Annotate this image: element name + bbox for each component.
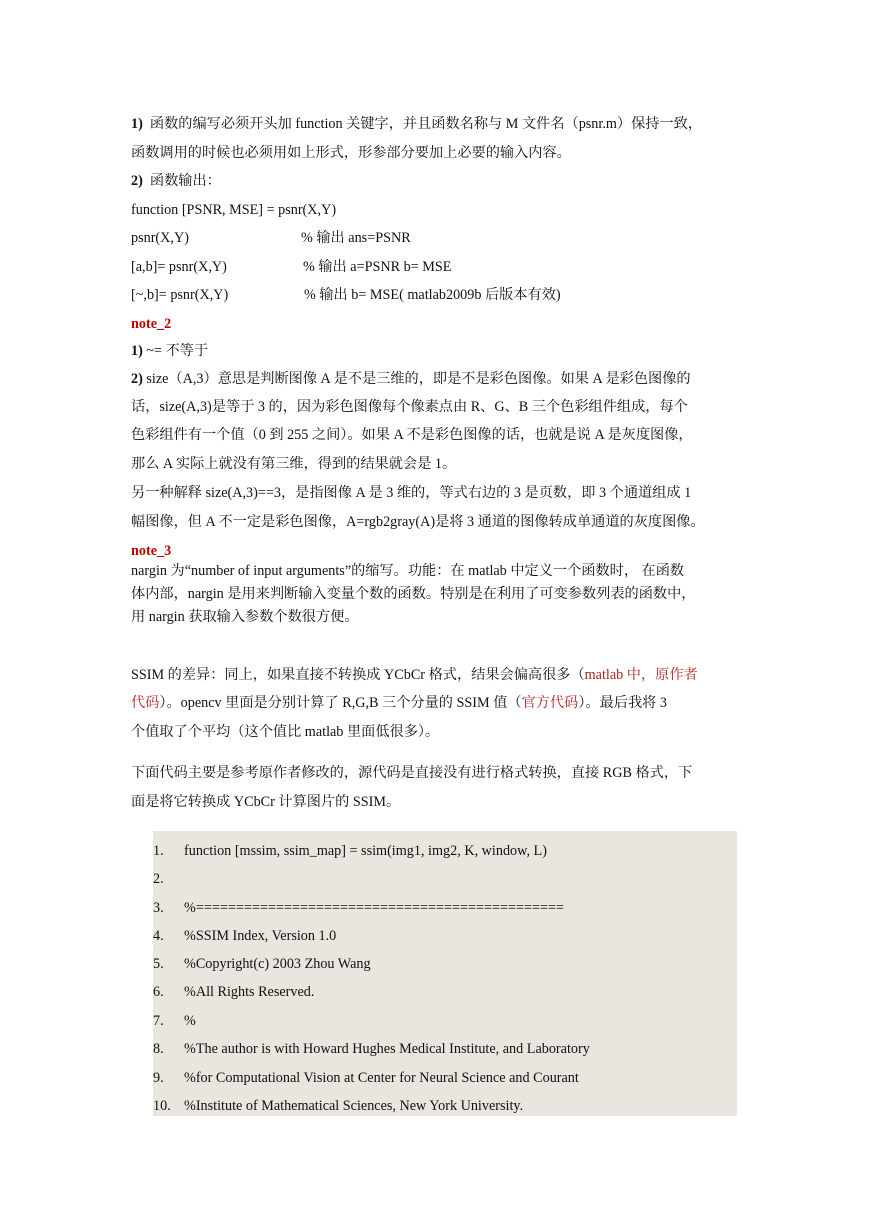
matlab-original-code-link[interactable]: matlab 中，原作者 bbox=[584, 667, 698, 683]
ssim-para-line1 bbox=[131, 666, 698, 684]
code-line bbox=[153, 954, 737, 974]
line-number: 4. bbox=[153, 928, 164, 944]
note-2-heading: note_2 bbox=[131, 316, 172, 332]
code-line bbox=[153, 869, 737, 889]
ssim-text: ）。最后我将 3 bbox=[578, 695, 668, 711]
code-line bbox=[153, 1096, 737, 1116]
note-2-item-2-line3: 色彩组件有一个值（0 到 255 之间）。如果 A 不是彩色图像的话，也就是说 A 是灰度图像， bbox=[131, 427, 693, 443]
call-comment: % 输出 b= MSE( matlab2009b 后版本有效) bbox=[304, 287, 561, 303]
para-function-rule-line1 bbox=[131, 115, 702, 133]
note-3-line2: 体内部，nargin 是用来判断输入变量个数的函数。特别是在利用了可变参数列表的函数中， bbox=[131, 586, 696, 602]
code-text: %All Rights Reserved. bbox=[184, 984, 315, 1000]
code-line bbox=[153, 898, 737, 918]
list-text: size（A,3）意思是判断图像 A 是不是三维的，即是不是彩色图像。如果 A 是彩色图像的 bbox=[146, 371, 691, 387]
note-2-item-2-line2: 话，size(A,3)是等于 3 的，因为彩色图像每个像素点由 R、G、B 三个色彩组件组成，每个 bbox=[131, 399, 688, 415]
note-2-item-2-line1 bbox=[131, 370, 691, 388]
code-line bbox=[153, 926, 737, 946]
code-text: %Institute of Mathematical Sciences, New York University. bbox=[184, 1098, 524, 1114]
code-text: %Copyright(c) 2003 Zhou Wang bbox=[184, 956, 371, 972]
note-2-item-1 bbox=[131, 342, 208, 360]
list-text: 函数的编写必须开头加 function 关键字，并且函数名称与 M 文件名（psnr.m）保持一致， bbox=[149, 116, 703, 132]
para-function-output bbox=[131, 172, 221, 190]
code-text: %for Computational Vision at Center for Neural Science and Courant bbox=[184, 1070, 579, 1086]
line-number: 10. bbox=[153, 1098, 171, 1114]
note-3-heading: note_3 bbox=[131, 543, 172, 559]
line-number: 3. bbox=[153, 900, 164, 916]
note-2-alt-line1: 另一种解释 size(A,3)==3，是指图像 A 是 3 维的，等式右边的 3 是页数，即 3 个通道组成 1 bbox=[131, 485, 692, 501]
code-text: %The author is with Howard Hughes Medical Institute, and Laboratory bbox=[184, 1041, 590, 1057]
matlab-original-code-link-cont[interactable]: 代码 bbox=[131, 695, 160, 711]
code-line bbox=[153, 841, 737, 861]
list-text: 函数输出： bbox=[149, 173, 221, 189]
note-2-alt-line2: 幅图像，但 A 不一定是彩色图像，A=rgb2gray(A)是将 3 通道的图像转成单通道的灰度图像。 bbox=[131, 514, 705, 530]
call-code: [a,b]= psnr(X,Y) bbox=[131, 259, 227, 275]
line-number: 8. bbox=[153, 1041, 164, 1057]
call-line bbox=[131, 286, 561, 304]
para-function-rule-line2: 函数调用的时候也必须用如上形式，形参部分要加上必要的输入内容。 bbox=[131, 145, 571, 161]
ssim-para-line3: 个值取了个平均（这个值比 matlab 里面低很多）。 bbox=[131, 724, 440, 740]
line-number: 2. bbox=[153, 871, 164, 887]
code-block bbox=[153, 831, 737, 1116]
line-number: 5. bbox=[153, 956, 164, 972]
call-comment: % 输出 a=PSNR b= MSE bbox=[303, 259, 452, 275]
code-text: %============================================== bbox=[184, 900, 564, 916]
call-code: [~,b]= psnr(X,Y) bbox=[131, 287, 229, 303]
list-number: 2) bbox=[131, 371, 143, 387]
call-line bbox=[131, 258, 452, 276]
call-line bbox=[131, 229, 411, 247]
note-3-line1: nargin 为“number of input arguments”的缩写。功能：在 matlab 中定义一个函数时， 在函数 bbox=[131, 563, 685, 579]
line-number: 7. bbox=[153, 1013, 164, 1029]
list-number: 2) bbox=[131, 173, 143, 189]
call-comment: % 输出 ans=PSNR bbox=[301, 230, 411, 246]
official-code-link[interactable]: 官方代码 bbox=[521, 695, 579, 711]
code-line bbox=[153, 1039, 737, 1059]
ssim-text: ）。opencv 里面是分别计算了 R,G,B 三个分量的 SSIM 值（ bbox=[159, 695, 522, 711]
ssim-text: SSIM 的差异：同上，如果直接不转换成 YCbCr 格式，结果会偏高很多（ bbox=[131, 667, 585, 683]
note-2-item-2-line4: 那么 A 实际上就没有第三维，得到的结果就会是 1。 bbox=[131, 456, 457, 472]
note-3-line3: 用 nargin 获取输入参数个数很方便。 bbox=[131, 609, 359, 625]
list-number: 1) bbox=[131, 116, 143, 132]
list-text: ~= 不等于 bbox=[146, 343, 209, 359]
line-number: 6. bbox=[153, 984, 164, 1000]
code-text: %SSIM Index, Version 1.0 bbox=[184, 928, 337, 944]
code-line bbox=[153, 1011, 737, 1031]
code-text: function [mssim, ssim_map] = ssim(img1, img2, K, window, L) bbox=[184, 843, 547, 859]
list-number: 1) bbox=[131, 343, 143, 359]
code-text: % bbox=[184, 1013, 196, 1029]
code-line bbox=[153, 1068, 737, 1088]
code-intro-line1: 下面代码主要是参考原作者修改的，源代码是直接没有进行格式转换，直接 RGB 格式，下 bbox=[131, 765, 693, 781]
line-number: 1. bbox=[153, 843, 164, 859]
code-intro-line2: 面是将它转换成 YCbCr 计算图片的 SSIM。 bbox=[131, 794, 401, 810]
line-number: 9. bbox=[153, 1070, 164, 1086]
code-line bbox=[153, 982, 737, 1002]
call-code: psnr(X,Y) bbox=[131, 230, 189, 246]
call-line: function [PSNR, MSE] = psnr(X,Y) bbox=[131, 202, 337, 218]
ssim-para-line2 bbox=[131, 694, 667, 712]
